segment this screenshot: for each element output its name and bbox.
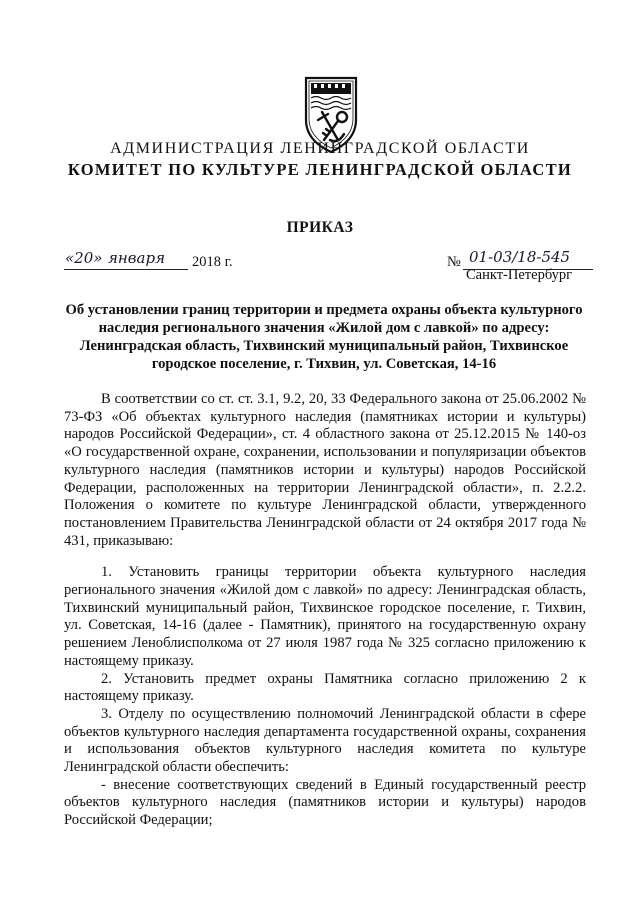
handwritten-day: «20»	[65, 249, 103, 267]
document-body	[64, 391, 586, 830]
document-date	[64, 247, 264, 271]
handwritten-number: 01-03/18-545	[469, 248, 571, 266]
preamble-paragraph: В соответствии со ст. ст. 3.1, 9.2, 20, 33 Федерального закона от 25.06.2002 № 73-ФЗ «Об объектах культурного наследия (памятниках истории и культуры) народов Российской Федерации», ст. 4 областного закона от 25.12.2015 № 140-оз «О государственной охране, сохранении, использовании и популяризации объектов культурного наследия (памятников истории и культуры) народов Российской Федерации, расположенных на территории Ленинградской области», п. 2.2.2. Положения о комитете по культуре Ленинградской области, утвержденного постановлением Правительства Ленинградской области от 24 октября 2017 года № 431, приказываю:	[64, 391, 586, 549]
date-year: 2018 г.	[192, 254, 233, 270]
document-city: Санкт-Петербург	[466, 267, 573, 283]
date-underline	[64, 269, 188, 270]
document-title: Об установлении границ территории и предмета охраны объекта культурного наследия регионального значения «Жилой дом с лавкой» по адресу: Ленинградская область, Тихвинский муниципальный район, Тихвинское городское поселение, г. Тихвин, ул. Советская, 14-16	[65, 302, 583, 372]
order-item-3: 3. Отделу по осуществлению полномочий Ленинградской области в сфере объектов культурного наследия департамента государственной охраны, сохранения и использования объектов культурного наследия комитета по культуре Ленинградской области обеспечить:	[64, 705, 586, 776]
organization-name: АДМИНИСТРАЦИЯ ЛЕНИНГРАДСКОЙ ОБЛАСТИ	[110, 140, 530, 157]
order-item-3-subitem: - внесение соответствующих сведений в Единый государственный реестр объектов культурного наследия (памятников истории и культуры) народов Российской Федерации;	[64, 776, 586, 829]
number-sign: №	[447, 254, 461, 270]
committee-name: КОМИТЕТ ПО КУЛЬТУРЕ ЛЕНИНГРАДСКОЙ ОБЛАСТИ	[67, 160, 573, 179]
handwritten-month: января	[108, 249, 166, 267]
order-item-2: 2. Установить предмет охраны Памятника согласно приложению 2 к настоящему приказу.	[64, 670, 586, 705]
document-type-heading: ПРИКАЗ	[286, 219, 354, 236]
order-item-1: 1. Установить границы территории объекта культурного наследия регионального значения «Жилой дом с лавкой» по адресу: Ленинградская область, Тихвинский муниципальный район, Тихвинское городское поселение, г. Тихвин, ул. Советская, 14-16 (далее - Памятник), принятого на государственную охрану решением Леноблисполкома от 27 июля 1987 года № 325 согласно приложению к настоящему приказу.	[64, 564, 586, 669]
